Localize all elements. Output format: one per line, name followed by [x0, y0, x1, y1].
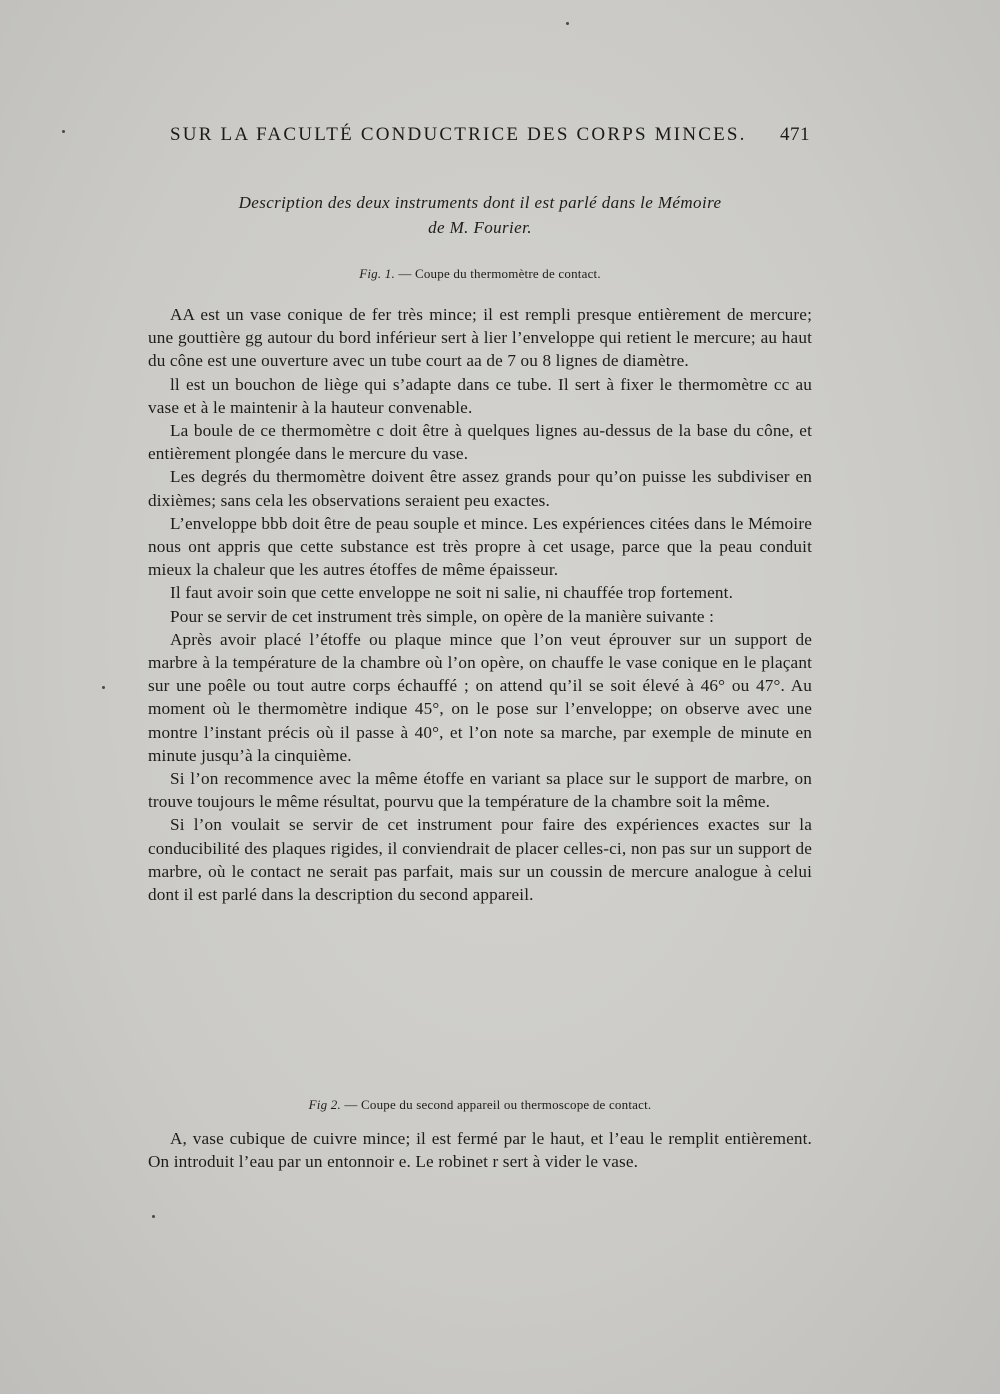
scan-speck: [62, 130, 65, 133]
scan-speck: [102, 686, 105, 689]
paragraph: ll est un bouchon de liège qui s’adapte dans ce tube. Il sert à fixer le thermomètre cc au vase et à le maintenir à la hauteur convenable.: [148, 374, 812, 417]
figure-2-description: [148, 1127, 812, 1173]
paragraph: Il faut avoir soin que cette enveloppe ne soit ni salie, ni chauffée trop fortement.: [170, 583, 734, 603]
figure-1-description: [148, 303, 812, 906]
paragraph: Les degrés du thermomètre doivent être assez grands pour qu’on puisse les subdiviser en dixièmes; sans cela les observations seraient peu exactes.: [148, 467, 812, 510]
section-title: [150, 190, 810, 240]
paragraph: Si l’on voulait se servir de cet instrument pour faire des expériences exactes sur la conducibilité des plaques rigides, il conviendrait de placer celles-ci, non pas sur un support de marbre, où le contact ne serait pas parfait, mais sur un coussin de mercure analogue à celui dont il est parlé dans la description du second appareil.: [148, 815, 812, 905]
section-title-line-2: de M. Fourier.: [428, 218, 532, 237]
running-header: [170, 124, 810, 146]
figure-1-caption: [150, 266, 810, 282]
paragraph: Après avoir placé l’étoffe ou plaque mince que l’on veut éprouver sur un support de marbre à la température de la chambre où l’on opère, on chauffe le vase conique en le plaçant sur une poêle ou tout autre corps échauffé ; on attend qu’il se soit élevé à 46° ou 47°. Au moment où le thermomètre indique 45°, on le pose sur l’enveloppe; on observe avec une montre l’instant précis où il passe à 40°, et l’on note sa marche, par exemple de minute en minute jusqu’à la cinquième.: [148, 629, 812, 765]
page-number: 471: [780, 124, 810, 145]
scan-speck: [152, 1215, 155, 1218]
paragraph: A, vase cubique de cuivre mince; il est fermé par le haut, et l’eau le remplit entièrement. On introduit l’eau par un entonnoir e. Le robinet r sert à vider le vase.: [148, 1129, 812, 1172]
paragraph: Si l’on recommence avec la même étoffe en variant sa place sur le support de marbre, on trouve toujours le même résultat, pourvu que la température de la chambre soit la même.: [148, 769, 812, 812]
figure-2-caption: [150, 1097, 810, 1113]
paragraph: L’enveloppe bbb doit être de peau souple et mince. Les expériences citées dans le Mémoire nous ont appris que cette substance est très propre à cet usage, parce que la peau conduit mieux la chaleur que les autres étoffes de même épaisseur.: [148, 513, 812, 580]
paragraph: La boule de ce thermomètre c doit être à quelques lignes au-dessus de la base du cône, et entièrement plongée dans le mercure du vase.: [148, 421, 812, 464]
running-title: SUR LA FACULTÉ CONDUCTRICE DES CORPS MINCES.: [170, 124, 747, 145]
figure-2-label: Fig 2.: [308, 1097, 341, 1112]
paragraph: AA est un vase conique de fer très mince; il est rempli presque entièrement de mercure; une gouttière gg autour du bord inférieur sert à lier l’enveloppe qui retient le mercure; au haut du cône est une ouverture avec un tube court aa de 7 ou 8 lignes de diamètre.: [148, 305, 812, 371]
figure-1-label: Fig. 1.: [359, 266, 395, 281]
section-title-line-1: Description des deux instruments dont il est parlé dans le Mémoire: [238, 193, 722, 212]
paragraph: Pour se servir de cet instrument très simple, on opère de la manière suivante :: [170, 606, 715, 626]
scan-speck: [566, 22, 569, 25]
figure-2-caption-text: — Coupe du second appareil ou thermoscope de contact.: [340, 1097, 652, 1112]
figure-1-caption-text: — Coupe du thermomètre de contact.: [394, 266, 601, 281]
